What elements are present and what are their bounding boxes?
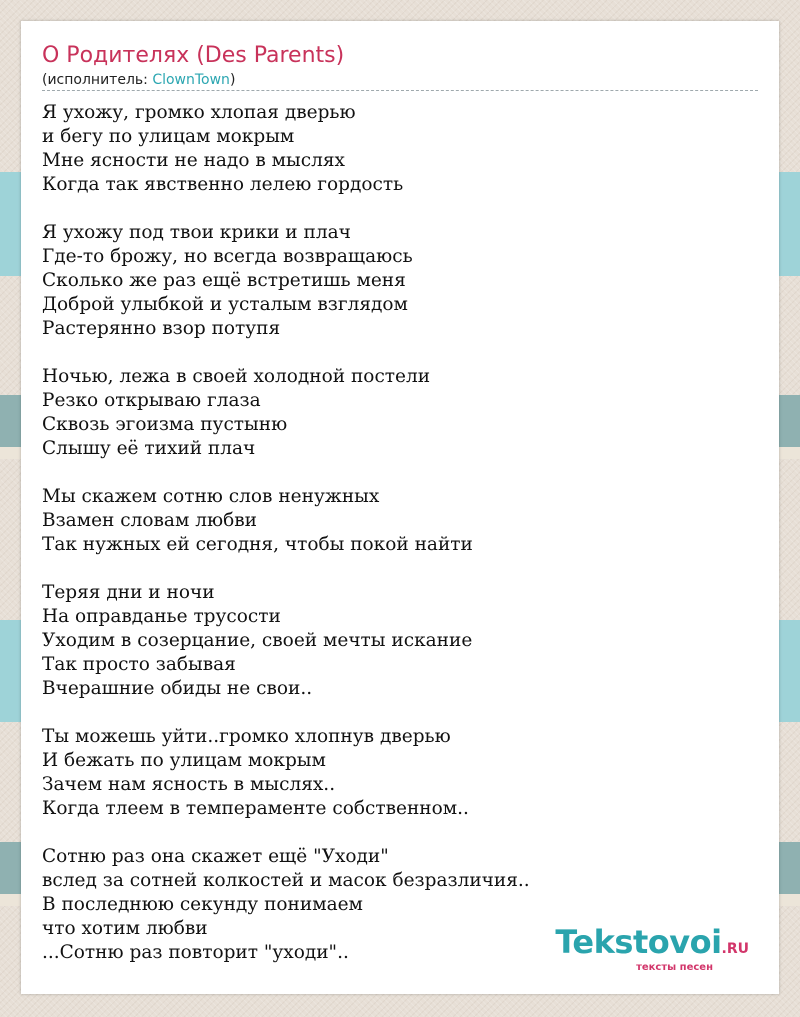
title-divider bbox=[42, 90, 758, 91]
lyrics-line: Теряя дни и ночи bbox=[42, 582, 215, 603]
lyrics-line: Зачем нам ясность в мыслях.. bbox=[42, 774, 336, 795]
lyrics-line: Когда тлеем в темпераменте собственном.. bbox=[42, 798, 469, 819]
lyrics-line: Мы скажем сотню слов ненужных bbox=[42, 486, 380, 507]
lyrics-stanza bbox=[42, 581, 742, 701]
logo-main-text: Tekstovoi bbox=[555, 923, 722, 961]
lyrics-line: Доброй улыбкой и усталым взглядом bbox=[42, 294, 408, 315]
lyrics-line: вслед за сотней колкостей и масок безразличия.. bbox=[42, 870, 530, 891]
lyrics-line: Я ухожу, громко хлопая дверью bbox=[42, 102, 356, 123]
lyrics-line: Вчерашние обиды не свои.. bbox=[42, 678, 313, 699]
lyrics-line: Взамен словам любви bbox=[42, 510, 257, 531]
lyrics-line: В последнюю секунду понимаем bbox=[42, 894, 363, 915]
lyrics-line: и бегу по улицам мокрым bbox=[42, 126, 295, 147]
lyrics-line: Так просто забывая bbox=[42, 654, 236, 675]
lyrics-line: Сквозь эгоизма пустыню bbox=[42, 414, 288, 435]
lyrics-line: На оправданье трусости bbox=[42, 606, 281, 627]
lyrics-line: Я ухожу под твои крики и плач bbox=[42, 222, 351, 243]
lyrics-line: Сколько же раз ещё встретишь меня bbox=[42, 270, 406, 291]
lyrics-line: Уходим в созерцание, своей мечты искание bbox=[42, 630, 473, 651]
artist-link[interactable]: ClownTown bbox=[152, 72, 230, 88]
lyrics-stanza bbox=[42, 221, 742, 341]
lyrics-line: И бежать по улицам мокрым bbox=[42, 750, 326, 771]
lyrics-line: Ночью, лежа в своей холодной постели bbox=[42, 366, 431, 387]
lyrics-line: Растерянно взор потупя bbox=[42, 318, 281, 339]
song-title: О Родителях (Des Parents) bbox=[42, 43, 345, 68]
logo-wordmark bbox=[555, 924, 749, 967]
lyrics-stanza bbox=[42, 101, 742, 197]
lyrics-line: Сотню раз она скажет ещё "Уходи" bbox=[42, 846, 389, 867]
lyrics-text bbox=[42, 101, 742, 965]
lyrics-stanza bbox=[42, 725, 742, 821]
artist-line bbox=[42, 71, 235, 89]
lyrics-line: что хотим любви bbox=[42, 918, 208, 939]
lyrics-line: Ты можешь уйти..громко хлопнув дверью bbox=[42, 726, 451, 747]
lyrics-line: ...Сотню раз повторит "уходи".. bbox=[42, 942, 349, 963]
lyrics-line: Когда так явственно лелею гордость bbox=[42, 174, 404, 195]
lyrics-card bbox=[21, 21, 779, 994]
lyrics-line: Резко открываю глаза bbox=[42, 390, 261, 411]
lyrics-line: Так нужных ей сегодня, чтобы покой найти bbox=[42, 534, 473, 555]
logo-tld: .RU bbox=[721, 941, 749, 957]
lyrics-stanza bbox=[42, 485, 742, 557]
lyrics-line: Где-то брожу, но всегда возвращаюсь bbox=[42, 246, 413, 267]
site-logo[interactable] bbox=[555, 924, 749, 974]
lyrics-stanza bbox=[42, 365, 742, 461]
lyrics-line: Слышу её тихий плач bbox=[42, 438, 256, 459]
logo-tagline: тексты песен bbox=[636, 962, 713, 973]
artist-prefix: (исполнитель: bbox=[42, 72, 153, 88]
lyrics-line: Мне ясности не надо в мыслях bbox=[42, 150, 345, 171]
artist-suffix: ) bbox=[229, 72, 236, 88]
